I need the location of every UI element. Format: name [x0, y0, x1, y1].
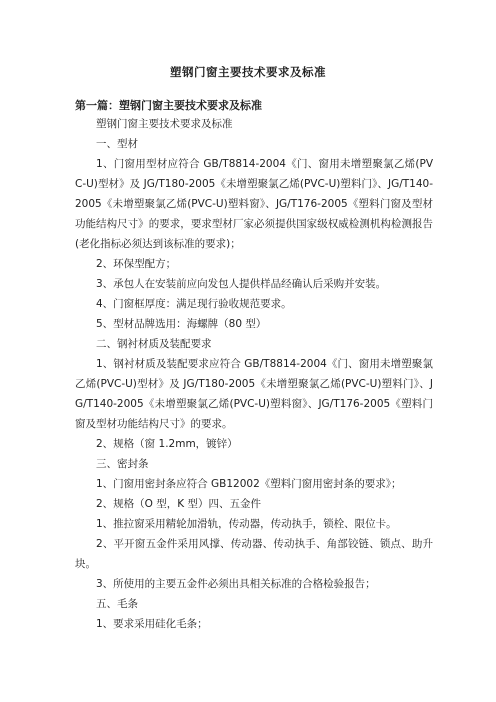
paragraph: 二、钢衬材质及装配要求	[96, 338, 212, 350]
paragraph: 2、平开窗五金件采用风撑、传动器、传动执手、角部铰链、锁点、助升块。	[75, 538, 433, 570]
paragraph: 1、要求采用硅化毛条；	[96, 618, 208, 630]
paragraph: 三、密封条	[96, 458, 149, 470]
paragraph: 1、门窗用型材应符合 GB/T8814-2004《门、窗用未增塑聚氯乙烯(PVC-U)型材》及 JG/T180-2005《未增塑聚氯乙烯(PVC-U)塑料门》、JG/T140-2005《未增塑聚氯乙烯(PVC-U)塑料窗》、JG/T176-2005《塑料门窗及型材功能结构尺寸》的要求，要求型材厂家必须提供国家级权威检测机构检测报告(老化指标必须达到该标准的要求)；	[75, 158, 433, 250]
paragraph: 五、毛条	[96, 598, 138, 610]
paragraph: 5、型材品牌选用：海螺牌（80 型）	[96, 318, 267, 330]
section-heading: 第一篇：塑钢门窗主要技术要求及标准	[75, 99, 262, 112]
paragraph: 3、所使用的主要五金件必须出具相关标准的合格检验报告；	[96, 578, 376, 590]
paragraph: 塑钢门窗主要技术要求及标准	[96, 118, 233, 130]
paragraph: 4、门窗框厚度：满足现行验收规范要求。	[96, 298, 292, 310]
paragraph: 2、环保型配方；	[96, 258, 177, 270]
paragraph: 2、规格（窗 1.2mm，镀锌）	[96, 438, 238, 450]
paragraph: 2、规格（O 型，K 型）四、五金件	[96, 498, 262, 510]
paragraph: 1、门窗用密封条应符合 GB12002《塑料门窗用密封条的要求》；	[96, 478, 402, 490]
paragraph: 一、型材	[96, 138, 138, 150]
document-title: 塑钢门窗主要技术要求及标准	[170, 65, 326, 79]
paragraph: 1、钢衬材质及装配要求应符合 GB/T8814-2004《门、窗用未增塑聚氯乙烯(PVC-U)型材》及 JG/T180-2005《未增塑聚氯乙烯(PVC-U)塑料门》、JG/T140-2005《未增塑聚氯乙烯(PVC-U)塑料窗》、JG/T176-2005《塑料门窗及型材功能结构尺寸》的要求。	[75, 358, 433, 430]
paragraph: 1、推拉窗采用精轮加滑轨，传动器，传动执手，锁栓、限位卡。	[96, 518, 397, 530]
document-body	[75, 114, 433, 634]
paragraph: 3、承包人在安装前应向发包人提供样品经确认后采购并安装。	[96, 278, 387, 290]
